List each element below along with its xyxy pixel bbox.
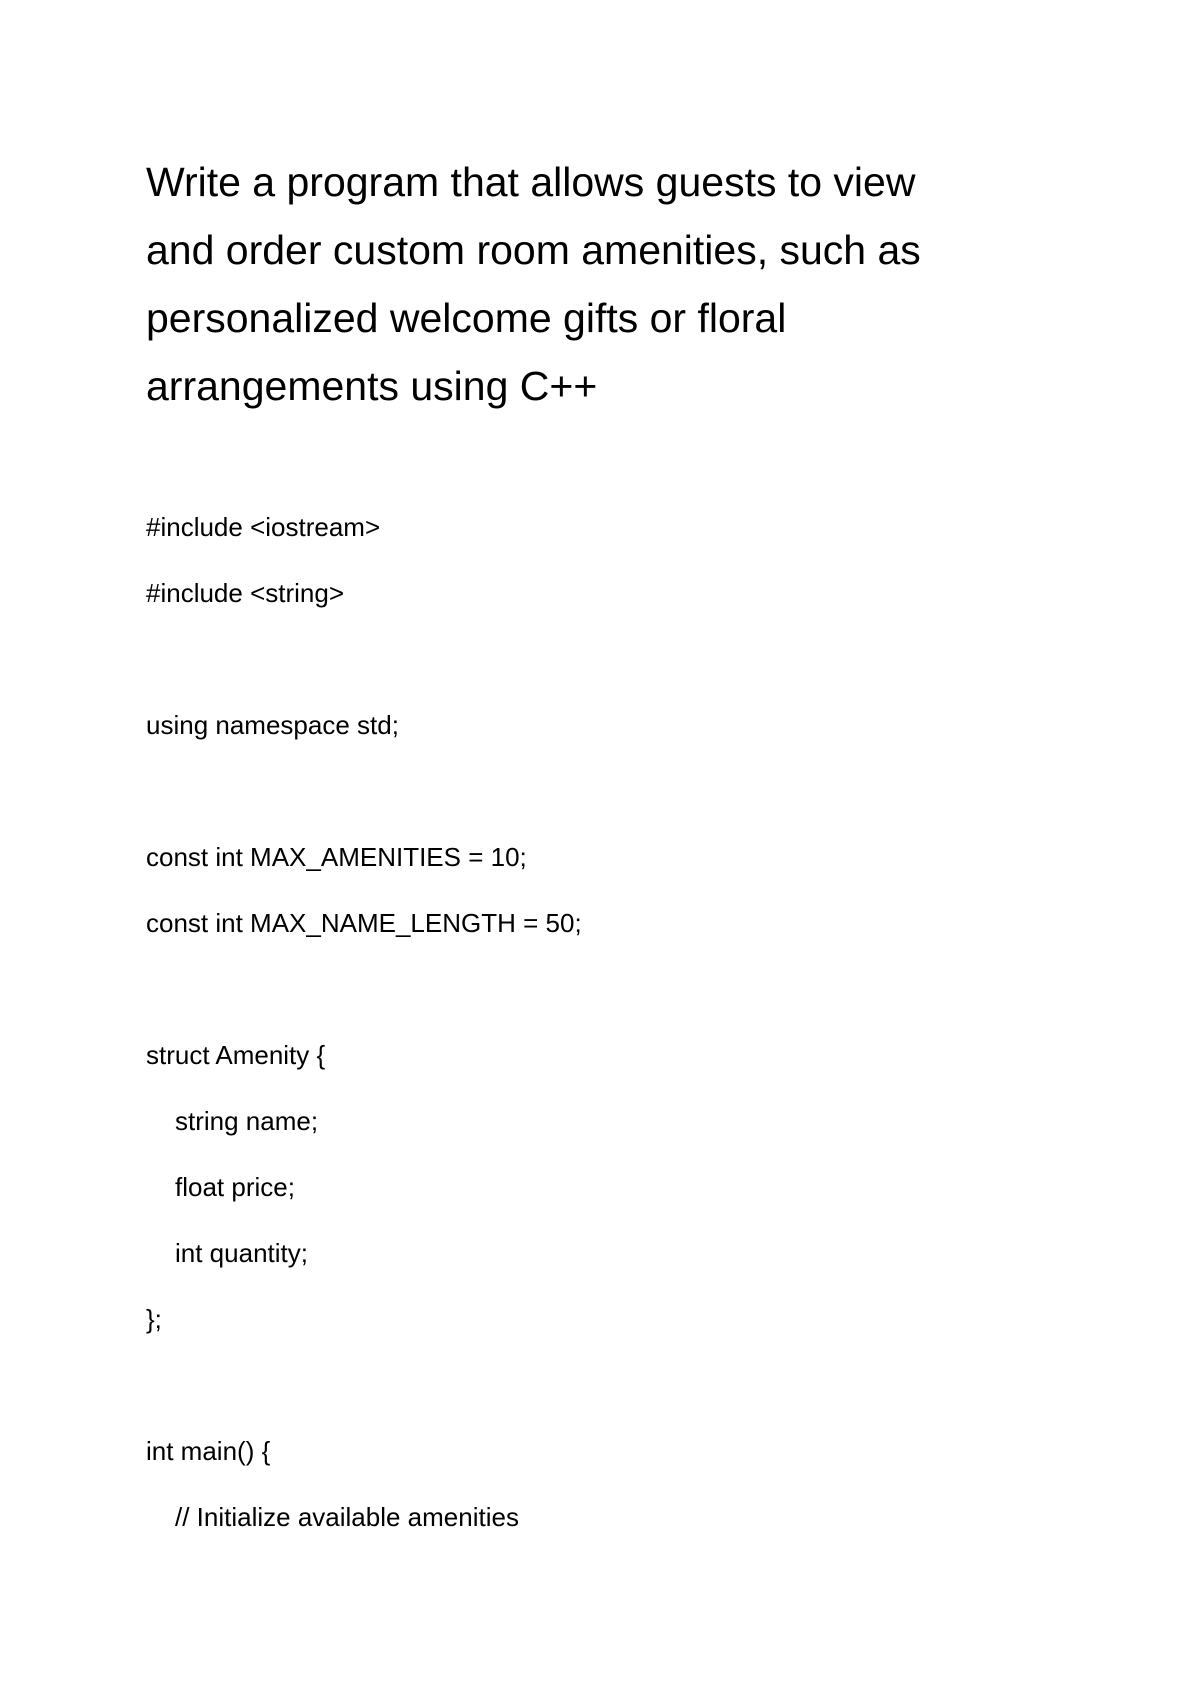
code-line-max-amenities: const int MAX_AMENITIES = 10; xyxy=(146,842,527,872)
code-line-using-namespace: using namespace std; xyxy=(146,710,399,740)
code-line-main: int main() { xyxy=(146,1436,271,1466)
code-line-quantity-field: int quantity; xyxy=(175,1238,308,1268)
heading-line-3: personalized welcome gifts or floral xyxy=(146,295,787,341)
code-line-price-field: float price; xyxy=(175,1172,295,1202)
code-line-name-field: string name; xyxy=(175,1106,319,1136)
heading-line-2: and order custom room amenities, such as xyxy=(146,227,921,273)
heading-line-4: arrangements using C++ xyxy=(146,363,598,409)
code-line-include-iostream: #include <iostream> xyxy=(146,512,381,542)
code-line-struct-amenity: struct Amenity { xyxy=(146,1040,326,1070)
heading-line-1: Write a program that allows guests to view xyxy=(146,159,916,205)
prompt-heading xyxy=(146,148,1066,420)
code-line-comment: // Initialize available amenities xyxy=(175,1502,519,1532)
code-line-max-name-length: const int MAX_NAME_LENGTH = 50; xyxy=(146,908,582,938)
code-line-include-string: #include <string> xyxy=(146,578,345,608)
code-line-struct-close: }; xyxy=(146,1304,162,1334)
